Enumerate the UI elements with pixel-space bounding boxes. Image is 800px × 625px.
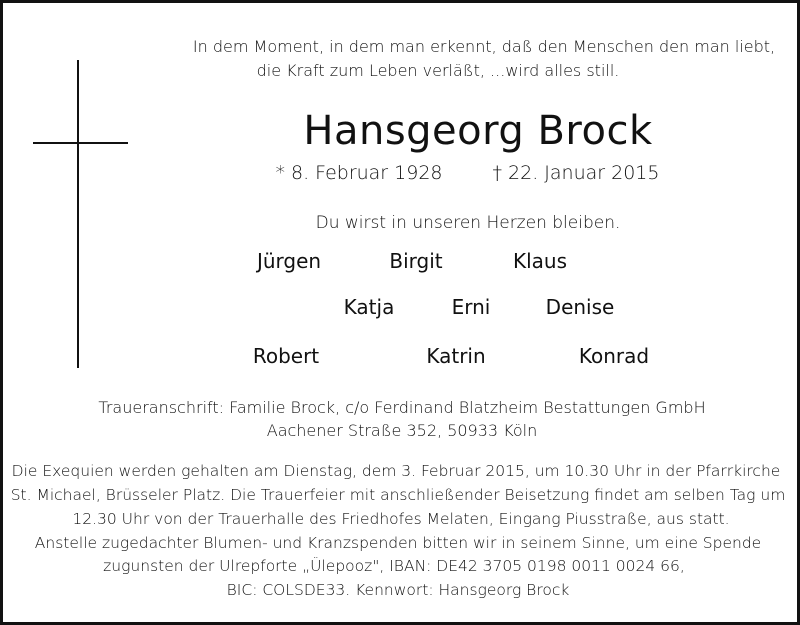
mourner-name: Jürgen [256, 249, 322, 273]
mourner-name: Katja [343, 295, 395, 319]
mourner-name: Erni [451, 295, 491, 319]
mourner-name: Robert [252, 344, 320, 368]
notice-line: BIC: COLSDE33. Kennwort: Hansgeorg Brock [226, 581, 570, 599]
notice-line: Die Exequien werden gehalten am Dienstag, dem 3. Februar 2015, um 10.30 Uhr in der Pfarrkirche [11, 462, 781, 480]
quote-line-2: die Kraft zum Leben verläßt, ...wird alles still. [256, 61, 620, 80]
address-line-2: Aachener Straße 352, 50933 Köln [266, 421, 538, 440]
cross-icon [77, 60, 79, 368]
mourner-name: Klaus [512, 249, 568, 273]
notice-line: 12.30 Uhr von der Trauerhalle des Friedhofes Melaten, Eingang Piusstraße, aus statt. [72, 510, 730, 528]
quote-line-1: In dem Moment, in dem man erkennt, daß den Menschen den man liebt, [192, 37, 776, 56]
notice-line: zugunsten der Ulrepforte „Ülepooz", IBAN: DE42 3705 0198 0011 0024 66, [103, 557, 685, 575]
notice-line: Anstelle zugedachter Blumen- und Kranzspenden bitten wir in seinem Sinne, um eine Spende [34, 534, 762, 552]
remembrance-line: Du wirst in unseren Herzen bleiben. [315, 213, 621, 233]
mourner-name: Katrin [426, 344, 486, 368]
deceased-name: Hansgeorg Brock [303, 108, 653, 154]
mourner-name: Konrad [578, 344, 650, 368]
birth-date: * 8. Februar 1928 [275, 162, 443, 184]
death-date: † 22. Januar 2015 [492, 162, 660, 184]
address-line-1: Traueranschrift: Familie Brock, c/o Ferdinand Blatzheim Bestattungen GmbH [98, 398, 706, 417]
notice-line: St. Michael, Brüsseler Platz. Die Trauerfeier mit anschließender Beisetzung findet am selben Tag um [10, 486, 786, 504]
mourner-name: Denise [545, 295, 615, 319]
cross-icon-bar [33, 142, 128, 144]
mourner-name: Birgit [389, 249, 443, 273]
